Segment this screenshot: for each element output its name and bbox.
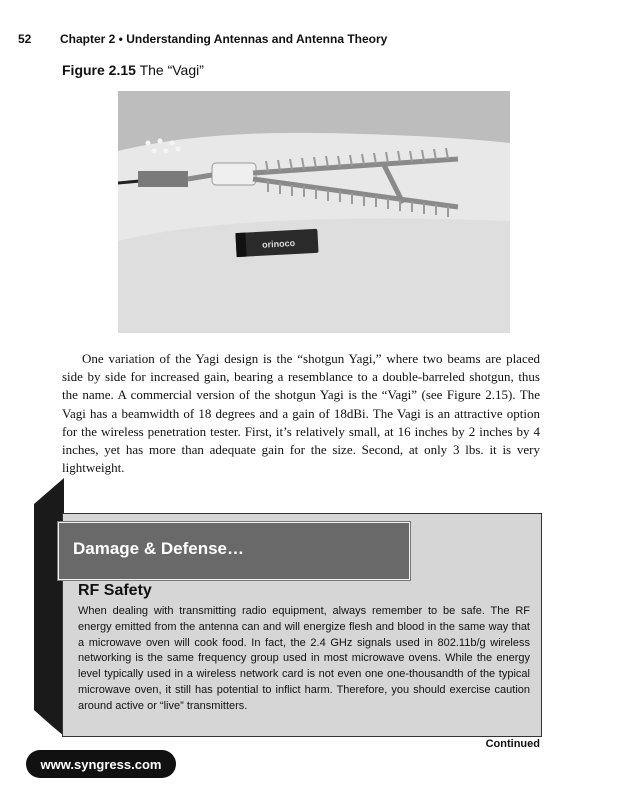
sidebar-tab-decoration [34,478,64,736]
continued-label: Continued [485,738,540,750]
antenna-mount [212,163,256,185]
sidebar-heading: RF Safety [78,582,152,599]
card-brand-text: orinoco [261,238,296,250]
figure-title: The “Vagi” [139,62,204,78]
running-header: Chapter 2 • Understanding Antennas and Antenna Theory [60,32,388,46]
figure-label: Figure 2.15 [62,62,136,78]
figure-caption [62,62,204,78]
wireless-card [235,229,318,257]
sidebar-text: When dealing with transmitting radio equipment, always remember to be safe. The RF energy emitted from the antenna can and will energize flesh and blood in the same way that a microwave oven will cook food. In fact, the 2.4 GHz signals used in 802.11b/g wireless networking is the same frequency group used in most microwave ovens. While the energy level typically used in a wireless network card is not even one one-thousandth of the typical microwave oven, it still has potential to inflict harm. Therefore, you should exercise caution around active or “live” transmitters. [78,605,530,712]
publisher-url[interactable]: www.syngress.com [26,750,176,778]
figure-photo [118,91,510,333]
damage-defense-banner [58,522,410,580]
antenna-handle [138,171,188,187]
page-number: 52 [18,32,32,46]
vagi-antenna-photo [118,91,510,333]
banner-title: Damage & Defense… [73,539,245,558]
body-paragraph: One variation of the Yagi design is the “shotgun Yagi,” where two beams are placed side by side for increased gain, bearing a resemblance to a double-barreled shotgun, thus the name. A commercial version of the shotgun Yagi is the “Vagi” (see Figure 2.15). The Vagi has a beamwidth of 18 degrees and a gain of 18dBi. The Vagi is an attractive option for the wireless penetration tester. First, it’s relatively small, at 16 inches by 2 inches by 4 inches, yet has more than adequate gain for the size. Second, at only 3 lbs. it is very lightweight. [62,351,540,476]
